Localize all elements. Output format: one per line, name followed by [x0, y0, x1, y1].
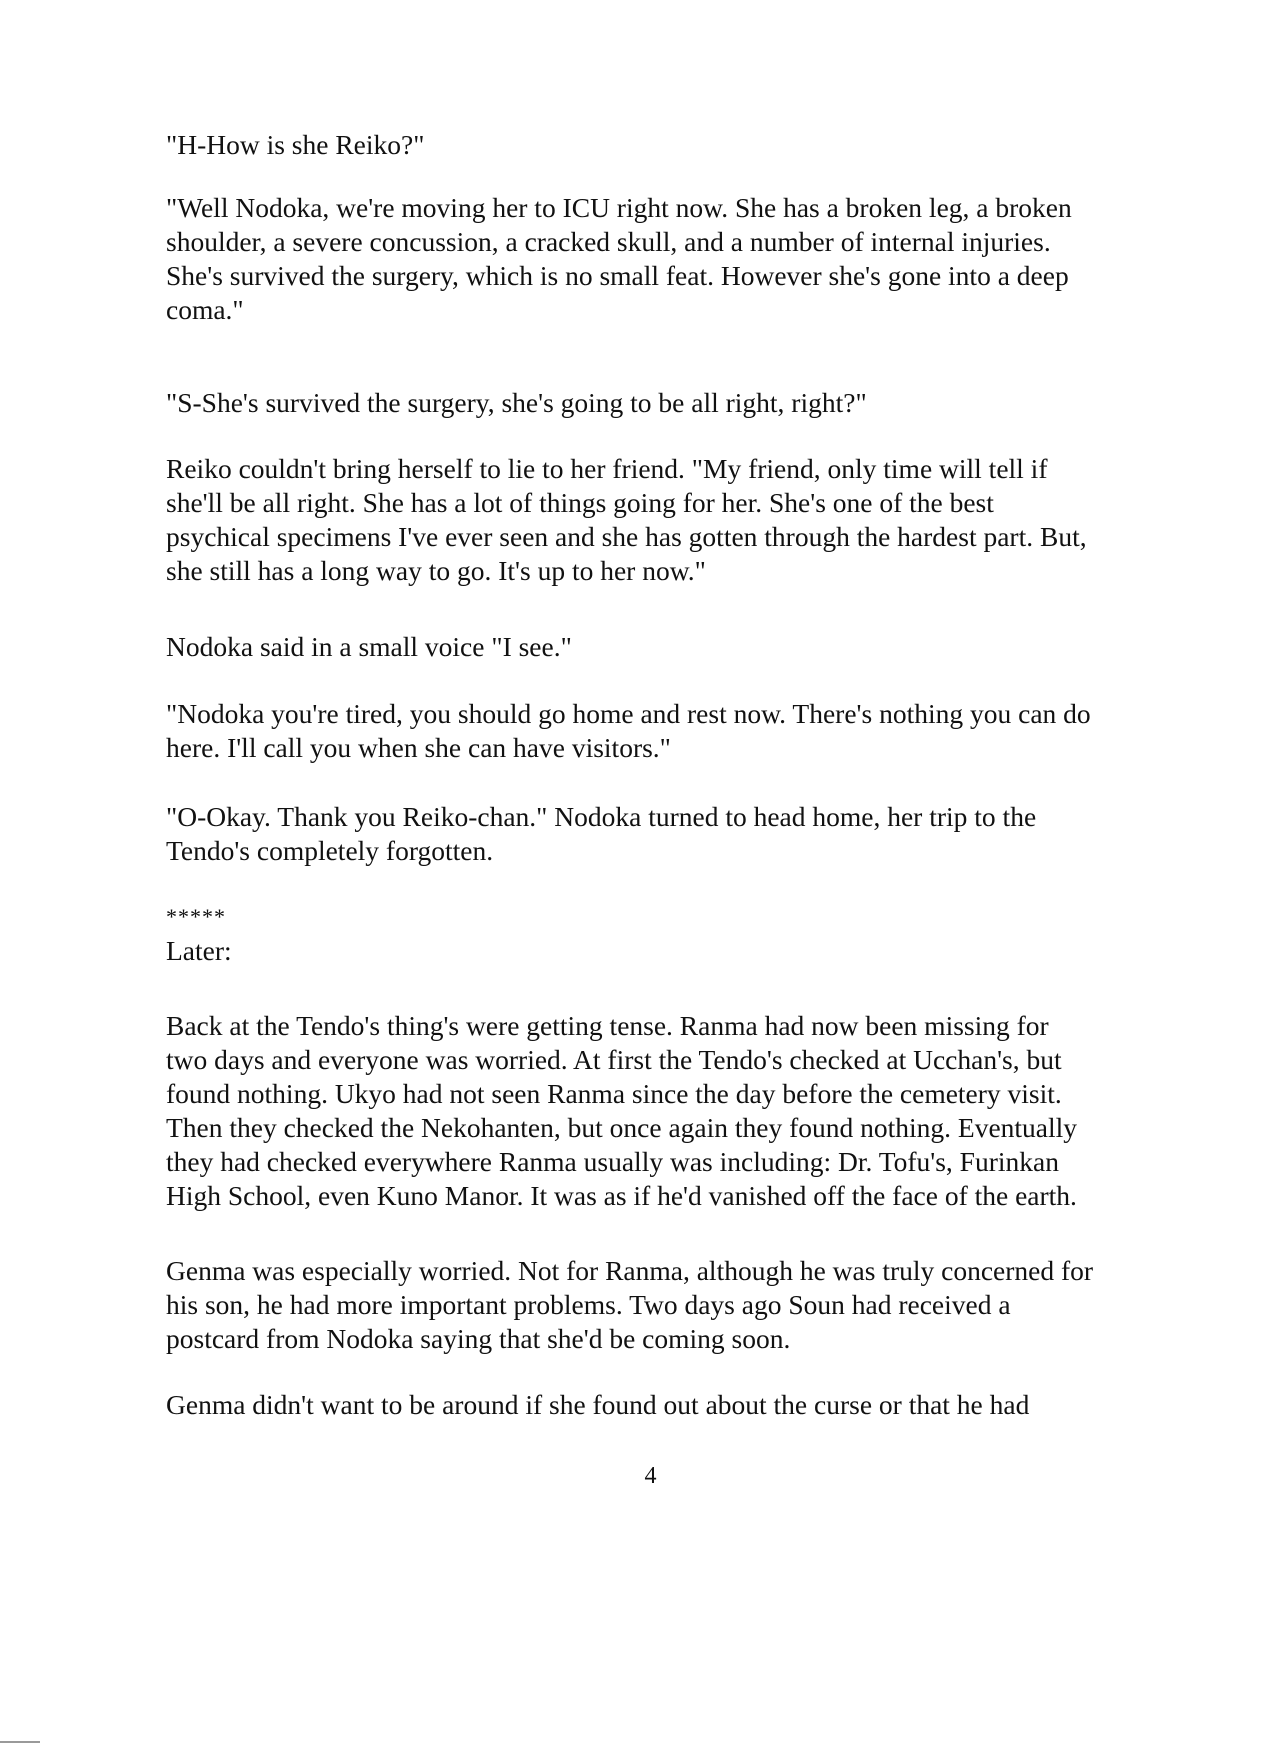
scene-break: [166, 900, 1146, 968]
page-number: 4: [644, 1463, 657, 1489]
text-line: two days and everyone was worried. At first the Tendo's checked at Ucchan's, but: [166, 1044, 1062, 1075]
text-line: She's survived the surgery, which is no small feat. However she's gone into a deep: [166, 260, 1069, 291]
text-line: High School, even Kuno Manor. It was as if he'd vanished off the face of the earth.: [166, 1180, 1077, 1211]
paragraph-1: [166, 128, 1146, 162]
text-line: here. I'll call you when she can have visitors.": [166, 732, 671, 763]
text-line: she still has a long way to go. It's up to her now.": [166, 555, 706, 586]
text-line: Genma didn't want to be around if she found out about the curse or that he had: [166, 1389, 1030, 1420]
paragraph-2: [166, 191, 1146, 327]
text-line: "H-How is she Reiko?": [166, 129, 425, 160]
text-line: "Nodoka you're tired, you should go home and rest now. There's nothing you can do: [166, 698, 1091, 729]
paragraph-5: [166, 630, 1146, 664]
paragraph-10: [166, 1388, 1146, 1422]
text-line: Then they checked the Nekohanten, but once again they found nothing. Eventually: [166, 1112, 1078, 1143]
paragraph-6: [166, 697, 1146, 765]
text-line: Nodoka said in a small voice "I see.": [166, 631, 572, 662]
paragraph-7: [166, 800, 1146, 868]
text-line: Reiko couldn't bring herself to lie to her friend. "My friend, only time will tell if: [166, 453, 1048, 484]
section-separator: *****: [166, 904, 226, 929]
paragraph-4: [166, 452, 1146, 588]
text-line: psychical specimens I've ever seen and she has gotten through the hardest part. But,: [166, 521, 1087, 552]
text-line: "O-Okay. Thank you Reiko-chan." Nodoka turned to head home, her trip to the: [166, 801, 1037, 832]
text-line: coma.": [166, 294, 244, 325]
paragraph-8: [166, 1009, 1146, 1213]
text-line: they had checked everywhere Ranma usually was including: Dr. Tofu's, Furinkan: [166, 1146, 1059, 1177]
paragraph-9: [166, 1254, 1146, 1356]
text-line: postcard from Nodoka saying that she'd be coming soon.: [166, 1323, 791, 1354]
text-line: Tendo's completely forgotten.: [166, 835, 494, 866]
text-line: she'll be all right. She has a lot of things going for her. She's one of the best: [166, 487, 994, 518]
text-line: shoulder, a severe concussion, a cracked skull, and a number of internal injuries.: [166, 226, 1051, 257]
paragraph-3: [166, 386, 1146, 420]
scan-edge-mark: [0, 1741, 40, 1743]
section-label: Later:: [166, 935, 232, 966]
text-line: his son, he had more important problems. Two days ago Soun had received a: [166, 1289, 1011, 1320]
text-line: "S-She's survived the surgery, she's going to be all right, right?": [166, 387, 867, 418]
text-line: Back at the Tendo's thing's were getting tense. Ranma had now been missing for: [166, 1010, 1049, 1041]
text-line: "Well Nodoka, we're moving her to ICU right now. She has a broken leg, a broken: [166, 192, 1072, 223]
text-line: found nothing. Ukyo had not seen Ranma since the day before the cemetery visit.: [166, 1078, 1062, 1109]
text-line: Genma was especially worried. Not for Ranma, although he was truly concerned for: [166, 1255, 1094, 1286]
